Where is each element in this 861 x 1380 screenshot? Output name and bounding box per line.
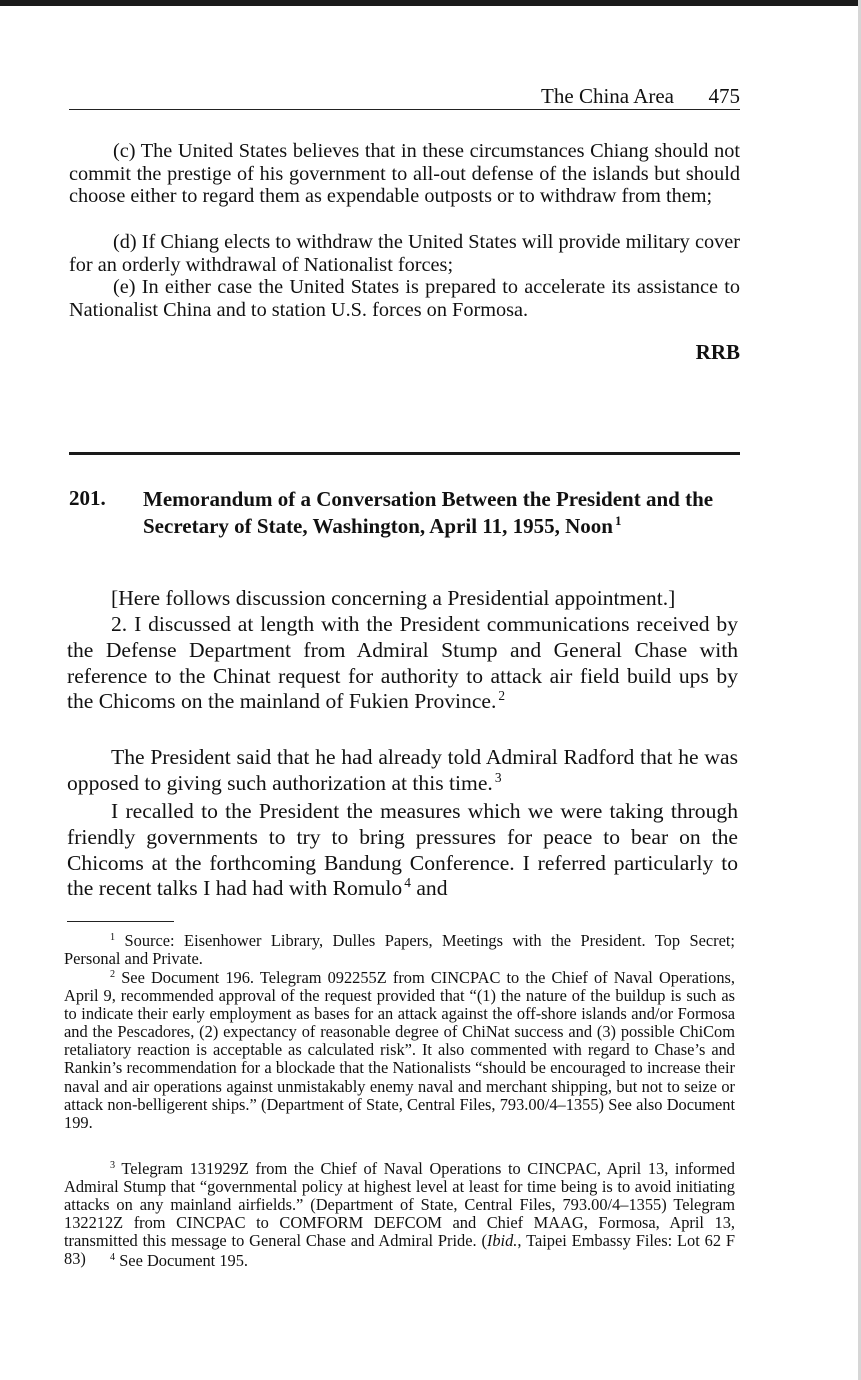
footnote-number-2: 2	[110, 968, 116, 980]
footnote-number-1: 1	[110, 931, 116, 943]
body-paragraph-2	[67, 612, 738, 715]
footnote-4-text: See Document 195.	[119, 1251, 249, 1270]
body-paragraph-1: [Here follows discussion concerning a Presidential appointment.]	[111, 586, 676, 610]
body-paragraph-3-text: The President said that he had already told Admiral Radford that he was opposed to giving such authorization at this time.	[67, 745, 738, 795]
body-paragraph-3	[67, 745, 738, 797]
footnote-1-text: Source: Eisenhower Library, Dulles Papers, Meetings with the President. Top Secret; Personal and Private.	[64, 931, 735, 969]
body-paragraph-4-tail: and	[416, 876, 448, 901]
footnote-1	[64, 932, 735, 968]
footnote-2	[64, 969, 735, 1132]
page-top-edge	[0, 0, 861, 6]
document-number: 201.	[69, 486, 106, 510]
footnote-2-text: See Document 196. Telegram 092255Z from CINCPAC to the Chief of Naval Operations, April 9, recommended approval of the request provided that “(1) the nature of the buildup is such as to indicate their early employment as bases for an attack against the off-shore islands and/or Formosa and the Pescadores, (2) expectancy of reasonable degree of ChiNat success and (3) possible ChiCom retaliatory reaction is acceptable as calculated risk”. It also commented with regard to Chase’s and Rankin’s recommendation for a blockade that the Nationalists “should be encouraged to increase their naval and air operations against unmistakably enemy naval and merchant shipping, but not to seize or attack non-belligerent ships.” (Department of State, Central Files, 793.00/4–1355) See also Document 199.	[64, 968, 735, 1132]
paragraph-c: (c) The United States believes that in these circumstances Chiang should not commit the prestige of his government to all-out defense of the islands but should choose either to regard them as expendable outposts or to withdraw from them;	[69, 140, 740, 208]
footnote-ref-4: 4	[404, 875, 411, 891]
paragraph-e: (e) In either case the United States is prepared to accelerate its assistance to Nationalist China and to station U.S. forces on Formosa.	[69, 276, 740, 321]
footnote-number-4: 4	[110, 1251, 116, 1263]
footnote-ref-2: 2	[498, 688, 506, 704]
body-paragraph-4	[67, 799, 738, 902]
footnote-3-tail: , Taipei Embassy Files: Lot 62 F 83)	[64, 1231, 735, 1269]
footnote-ref-3: 3	[494, 769, 502, 785]
author-initials: RRB	[695, 340, 740, 364]
header-rule	[69, 109, 740, 110]
body-paragraph-2-text: 2. I discussed at length with the President communications received by the Defense Department from Admiral Stump and General Chase with reference to the Chinat request for authority to attack air field build ups by the Chicoms on the mainland of Fukien Province.	[67, 612, 738, 714]
body-paragraph-4-text: I recalled to the President the measures which we were taking through friendly governments to try to bring pressures for peace to bear on the Chicoms at the forthcoming Bandung Conference. I referred particularly to the recent talks I had had with Romulo	[67, 799, 738, 901]
running-head	[69, 84, 740, 110]
footnote-4	[64, 1252, 735, 1270]
document-title-text: Memorandum of a Conversation Between the President and the Secretary of State, Washington, April 11, 1955, Noon	[143, 487, 714, 538]
paragraph-d: (d) If Chiang elects to withdraw the United States will provide military cover for an orderly withdrawal of Nationalist forces;	[69, 231, 740, 276]
running-title: The China Area	[541, 84, 674, 108]
page-number: 475	[708, 84, 740, 108]
footnote-rule	[67, 921, 174, 922]
section-divider	[69, 452, 740, 455]
document-title	[143, 486, 723, 539]
footnote-3-ibid: Ibid.	[486, 1231, 518, 1251]
footnote-ref-1: 1	[615, 512, 622, 528]
footnote-number-3: 3	[110, 1159, 116, 1171]
footnote-3-text: Telegram 131929Z from the Chief of Naval Operations to CINCPAC, April 13, informed Admiral Stump that “governmental policy at highest level at least for time being is to avoid initiating attacks on any mainland airfields.” (Department of State, Central Files, 793.00/4–1355) Telegram 132212Z from CINCPAC to COMFORM DEFCOM and Chief MAAG, Formosa, April 13, transmitted this message to General Chase and Admiral Pride. (	[64, 1159, 735, 1251]
